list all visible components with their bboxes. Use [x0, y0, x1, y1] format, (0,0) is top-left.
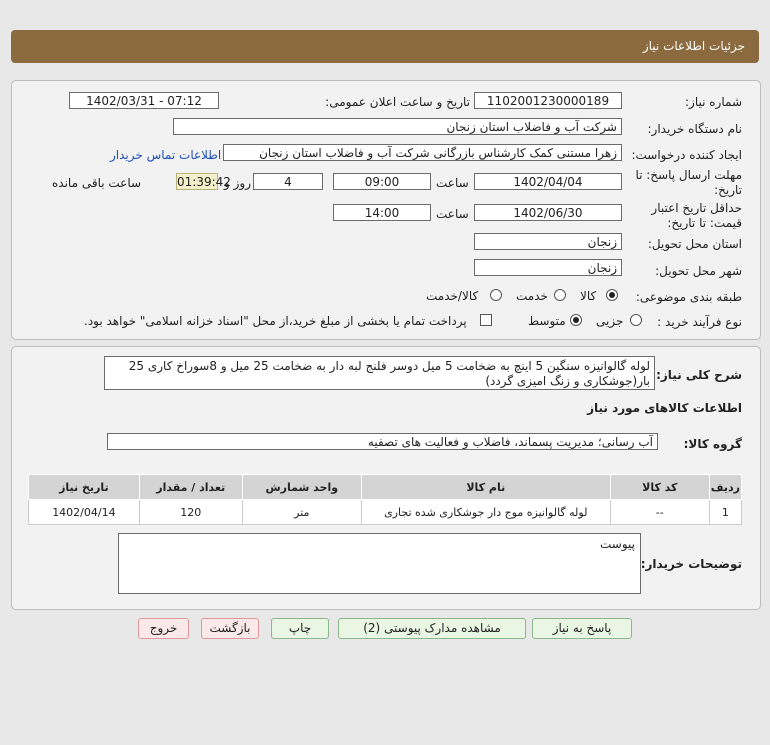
- validity-date-field[interactable]: 1402/06/30: [474, 204, 622, 221]
- process-option-medium: متوسط: [528, 314, 566, 328]
- need-number-field[interactable]: 1102001230000189: [474, 92, 622, 109]
- category-radio-goods-service[interactable]: [490, 289, 502, 301]
- category-option-goods: کالا: [580, 289, 597, 303]
- days-field[interactable]: 4: [253, 173, 323, 190]
- announce-field[interactable]: 1402/03/31 - 07:12: [69, 92, 219, 109]
- view-attachments-button[interactable]: مشاهده مدارک پیوستی (2): [338, 618, 526, 639]
- process-label: نوع فرآیند خرید :: [657, 315, 742, 329]
- creator-label: ایجاد کننده درخواست:: [631, 148, 742, 162]
- cell-qty: 120: [139, 500, 242, 525]
- validity-label-2: قیمت: تا تاریخ:: [667, 216, 742, 230]
- col-qty: تعداد / مقدار: [139, 475, 242, 500]
- creator-field[interactable]: زهرا مستنی کمک کارشناس بازرگانی شرکت آب و فاضلاب استان زنجان: [223, 144, 622, 161]
- payment-note: پرداخت تمام یا بخشی از مبلغ خرید،از محل "اسناد خزانه اسلامی" خواهد بود.: [84, 314, 467, 328]
- deadline-date-field[interactable]: 1402/04/04: [474, 173, 622, 190]
- validity-time-field[interactable]: 14:00: [333, 204, 431, 221]
- validity-label-1: حداقل تاریخ اعتبار: [651, 201, 742, 215]
- category-option-service: خدمت: [516, 289, 548, 303]
- validity-time-label: ساعت: [436, 207, 469, 221]
- goods-group-label: گروه کالا:: [683, 437, 742, 451]
- need-number-label: شماره نیاز:: [685, 95, 742, 109]
- treasury-payment-checkbox[interactable]: [480, 314, 492, 326]
- province-field[interactable]: زنجان: [474, 233, 622, 250]
- deadline-label-2: تاریخ:: [714, 183, 742, 197]
- exit-button[interactable]: خروج: [138, 618, 189, 639]
- category-radio-goods[interactable]: [606, 289, 618, 301]
- category-label: طبقه بندی موضوعی:: [635, 290, 742, 304]
- col-row: ردیف: [709, 475, 741, 500]
- col-code: کد کالا: [610, 475, 709, 500]
- cell-code: --: [610, 500, 709, 525]
- reply-button[interactable]: پاسخ به نیاز: [532, 618, 632, 639]
- col-date: تاریخ نیاز: [29, 475, 140, 500]
- process-option-minor: جزیی: [596, 314, 624, 328]
- cell-name: لوله گالوانیزه موج دار جوشکاری شده تجاری: [361, 500, 610, 525]
- buyer-org-field[interactable]: شرکت آب و فاضلاب استان زنجان: [173, 118, 622, 135]
- deadline-time-label: ساعت: [436, 176, 469, 190]
- deadline-label-1: مهلت ارسال پاسخ: تا: [635, 168, 742, 182]
- city-label: شهر محل تحویل:: [655, 264, 742, 278]
- buyer-notes-label: توضیحات خریدار:: [640, 557, 742, 571]
- days-label: روز و: [224, 176, 251, 190]
- cell-unit: متر: [242, 500, 361, 525]
- summary-box[interactable]: [104, 356, 655, 390]
- print-button[interactable]: چاپ: [271, 618, 329, 639]
- province-label: استان محل تحویل:: [647, 237, 742, 251]
- process-radio-minor[interactable]: [630, 314, 642, 326]
- col-unit: واحد شمارش: [242, 475, 361, 500]
- back-button[interactable]: بازگشت: [201, 618, 259, 639]
- col-name: نام کالا: [361, 475, 610, 500]
- goods-info-title: اطلاعات کالاهای مورد نیاز: [587, 401, 742, 415]
- summary-line-1: لوله گالوانیزه سنگین 5 اینچ به ضخامت 5 میل دوسر فلنج لبه دار به ضخامت 25 میل و 8سوراخ کاری 25: [128, 359, 650, 373]
- process-radio-medium[interactable]: [570, 314, 582, 326]
- cell-row: 1: [709, 500, 741, 525]
- remaining-time-field: 01:39:42: [177, 175, 231, 189]
- summary-line-2: بار(جوشکاری و زنگ امیزی گردد): [485, 374, 650, 388]
- summary-label: شرح کلی نیاز:: [656, 368, 742, 382]
- category-option-goods-service: کالا/خدمت: [426, 289, 479, 303]
- cell-date: 1402/04/14: [29, 500, 140, 525]
- page-header: [11, 30, 759, 63]
- page-title: جزئیات اطلاعات نیاز: [642, 39, 745, 53]
- goods-group-field[interactable]: آب رسانی؛ مدیریت پسماند، فاضلاب و فعالیت های تصفیه: [107, 433, 658, 450]
- buyer-org-label: نام دستگاه خریدار:: [647, 122, 742, 136]
- contact-buyer-link[interactable]: اطلاعات تماس خریدار: [110, 148, 222, 162]
- remaining-label: ساعت باقی مانده: [52, 176, 142, 190]
- city-field[interactable]: زنجان: [474, 259, 622, 276]
- announce-label: تاریخ و ساعت اعلان عمومی:: [325, 95, 470, 109]
- table-row[interactable]: [29, 500, 742, 525]
- buyer-notes-box[interactable]: پیوست: [118, 533, 641, 594]
- category-radio-service[interactable]: [554, 289, 566, 301]
- deadline-time-field[interactable]: 09:00: [333, 173, 431, 190]
- goods-table: [28, 474, 742, 525]
- goods-table-header: [29, 475, 742, 500]
